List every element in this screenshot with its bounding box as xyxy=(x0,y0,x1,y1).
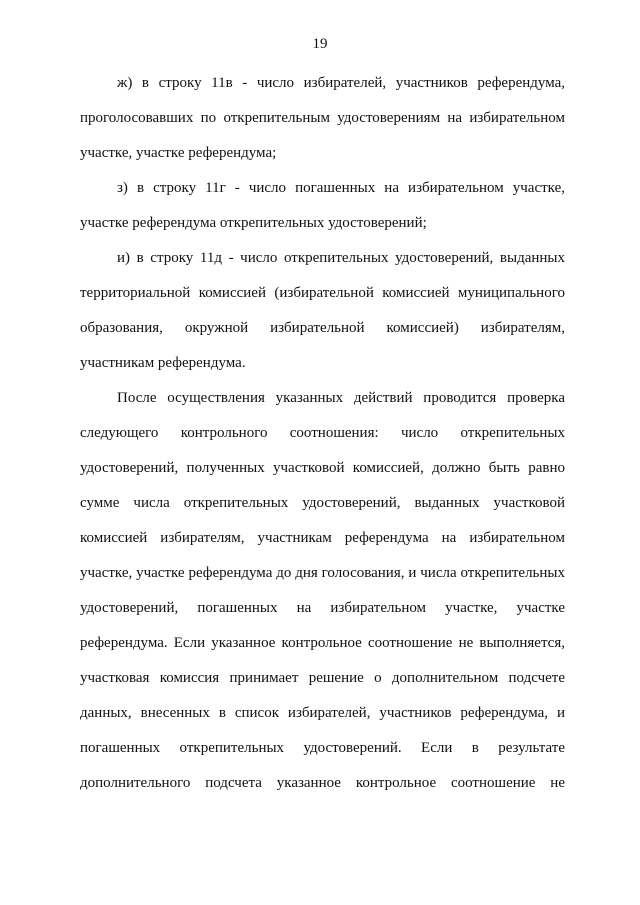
text-line: проголосовавших по открепительным удостоверениям на избирательном xyxy=(80,110,565,126)
text-line: участке, участке референдума; xyxy=(80,145,277,161)
text-line: референдума. Если указанное контрольное соотношение не выполняется, xyxy=(80,635,565,651)
text-line: образования, окружной избирательной комиссией) избирателям, xyxy=(80,320,565,336)
text-line: После осуществления указанных действий проводится проверка xyxy=(117,390,565,406)
text-line: удостоверений, погашенных на избирательном участке, участке xyxy=(80,600,565,616)
text-line: данных, внесенных в список избирателей, участников референдума, и xyxy=(80,705,565,721)
text-line: территориальной комиссией (избирательной комиссией муниципального xyxy=(80,285,565,301)
text-line: сумме числа открепительных удостоверений, выданных участковой xyxy=(80,495,565,511)
text-line: дополнительного подсчета указанное контрольное соотношение не xyxy=(80,775,565,791)
page-number: 19 xyxy=(312,36,328,52)
text-line: следующего контрольного соотношения: число открепительных xyxy=(80,425,565,441)
text-line: погашенных открепительных удостоверений. Если в результате xyxy=(80,740,565,756)
text-line: комиссией избирателям, участникам референдума на избирательном xyxy=(80,530,565,546)
text-line: участке, участке референдума до дня голосования, и числа открепительных xyxy=(80,565,565,581)
text-line: и) в строку 11д - число открепительных удостоверений, выданных xyxy=(117,250,565,266)
text-line: участке референдума открепительных удостоверений; xyxy=(80,215,427,231)
text-line: участковая комиссия принимает решение о дополнительном подсчете xyxy=(80,670,565,686)
text-line: удостоверений, полученных участковой комиссией, должно быть равно xyxy=(80,460,565,476)
text-line: ж) в строку 11в - число избирателей, участников референдума, xyxy=(117,75,565,91)
text-line: з) в строку 11г - число погашенных на избирательном участке, xyxy=(117,180,565,196)
text-line: участникам референдума. xyxy=(80,355,246,371)
